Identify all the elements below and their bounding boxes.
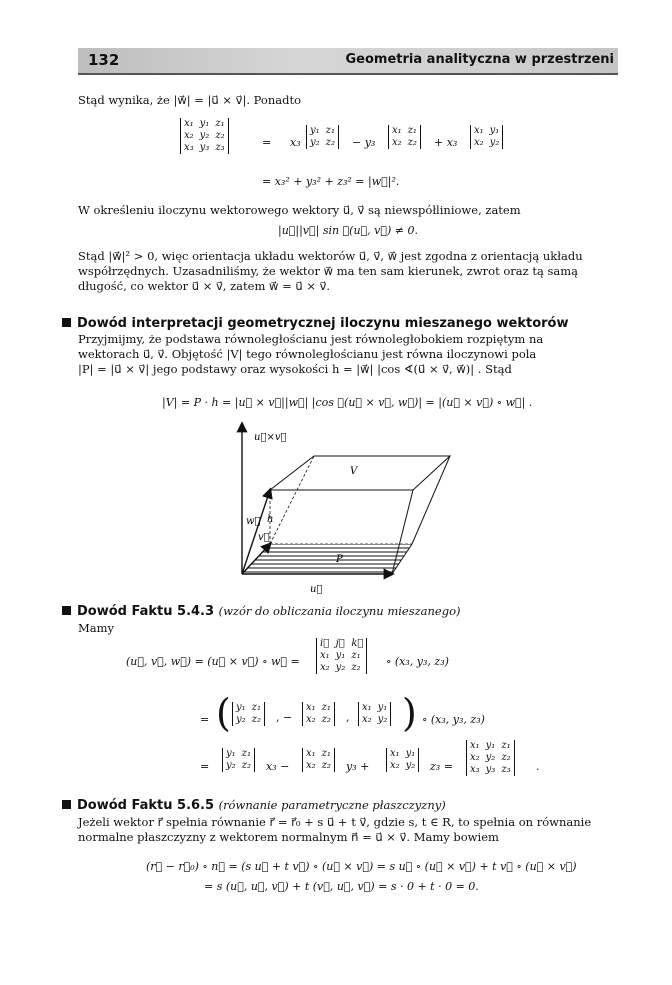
label-uxv: u⃗×v⃗	[254, 432, 287, 443]
section-heading: Dowód Faktu 5.4.3 (wzór do obliczania iloczynu mieszanego)	[62, 604, 461, 619]
label-v: v⃗	[258, 532, 270, 543]
equation-line: = s (u⃗, u⃗, v⃗) + t (v⃗, u⃗, v⃗) = s · 0 + t · 0 = 0.	[204, 880, 479, 893]
label-P: P	[336, 554, 343, 565]
label-h: h	[267, 514, 274, 525]
label-u: u⃗	[310, 584, 323, 595]
determinant-yz: y₁ z₁ y₂ z₂	[306, 125, 339, 149]
text-line: Stąd |w⃗|² > 0, więc orientacja układu wektorów u⃗, v⃗, w⃗ jest zgodna z orientacją układu	[78, 249, 583, 263]
top-face	[270, 456, 450, 490]
text-line: wektorach u⃗, v⃗. Objętość |V| tego równoległościanu jest równa iloczynowi pola	[78, 347, 537, 361]
y3-term: y₃ +	[346, 760, 370, 773]
text-line: |P| = |u⃗ × v⃗| jego podstawy oraz wysokości h = |w⃗| |cos ∢(u⃗ × v⃗, w⃗)| . Stąd	[78, 362, 512, 376]
page-number: 132	[88, 51, 120, 69]
det-table: x₁ y₁ z₁ x₂ y₂ z₂ x₃ y₃ z₃	[184, 118, 225, 153]
period: .	[536, 760, 540, 773]
edge	[392, 490, 413, 574]
determinant-3x3	[180, 118, 229, 154]
equals-sign: =	[200, 713, 210, 726]
equation-line: |V| = P · h = |u⃗ × v⃗||w⃗| |cos ∢(u⃗ × v⃗, w⃗)| = |(u⃗ × v⃗) ∘ w⃗| .	[162, 396, 533, 409]
equation-line: (r⃗ − r⃗₀) ∘ n⃗ = (s u⃗ + t v⃗) ∘ (u⃗ × v⃗) = s u⃗ ∘ (u⃗ × v⃗) + t v⃗ ∘ (u⃗ × v⃗)	[146, 860, 577, 873]
determinant-yz: y₁ z₁ y₂ z₂	[222, 748, 255, 772]
text-line: Jeżeli wektor r⃗ spełnia równanie r⃗ = r⃗₀ + s u⃗ + t v⃗, gdzie s, t ∈ R, to spełnia on równanie	[78, 815, 592, 829]
label-w: w⃗	[246, 516, 261, 527]
determinant-xz: x₁ z₁ x₂ z₂	[302, 702, 335, 726]
determinant-3x3: x₁ y₁ z₁ x₂ y₂ z₂ x₃ y₃ z₃	[466, 740, 515, 776]
plus-x3: + x₃	[434, 136, 458, 149]
z3-term: z₃ =	[430, 760, 453, 773]
equals-sign: =	[262, 136, 272, 149]
left-paren: (	[216, 691, 231, 735]
text-line: współrzędnych. Uzasadniliśmy, że wektor w⃗ ma ten sam kierunek, zwrot oraz tą samą	[78, 264, 579, 278]
equation-line: = x₃² + y₃² + z₃² = |w⃗|².	[262, 175, 400, 188]
bullet-square-icon	[62, 318, 71, 327]
parallelepiped-figure	[230, 418, 470, 598]
bullet-square-icon	[62, 800, 71, 809]
section-heading: Dowód Faktu 5.6.5 (równanie parametryczne płaszczyzny)	[62, 798, 446, 813]
equation-line: |u⃗||v⃗| sin ∢(u⃗, v⃗) ≠ 0.	[278, 224, 418, 237]
x3-factor: x₃	[290, 136, 301, 149]
x3-term: x₃ −	[266, 760, 290, 773]
text-line: długość, co wektor u⃗ × v⃗, zatem w⃗ = u⃗ × v⃗.	[78, 279, 331, 293]
equals-sign: =	[200, 760, 210, 773]
section-subtitle: (wzór do obliczania iloczynu mieszanego)	[218, 604, 461, 618]
base-area	[242, 544, 412, 574]
determinant-xz: x₁ z₁ x₂ z₂	[302, 748, 335, 772]
comma-minus: , −	[276, 711, 293, 724]
determinant-xy: x₁ y₁ x₂ y₂	[386, 748, 419, 772]
right-paren: )	[402, 691, 417, 735]
equation-line: ∘ (x₃, y₃, z₃)	[386, 655, 449, 668]
determinant-xz: x₁ z₁ x₂ z₂	[388, 125, 421, 149]
bullet-square-icon	[62, 606, 71, 615]
section-heading: Dowód interpretacji geometrycznej iloczynu mieszanego wektorów	[62, 316, 568, 331]
determinant-xy: x₁ y₁ x₂ y₂	[470, 125, 503, 149]
text-line: normalne płaszczyzny z wektorem normalnym n⃗ = u⃗ × v⃗. Mamy bowiem	[78, 830, 499, 844]
comma: ,	[346, 711, 350, 724]
text-line: Mamy	[78, 621, 115, 635]
equation-line: ∘ (x₃, y₃, z₃)	[422, 713, 485, 726]
equation-line: (u⃗, v⃗, w⃗) = (u⃗ × v⃗) ∘ w⃗ =	[126, 655, 300, 668]
text-line: Stąd wynika, że |w⃗| = |u⃗ × v⃗|. Ponadto	[78, 93, 302, 107]
minus-y3: − y₃	[352, 136, 376, 149]
determinant-yz: y₁ z₁ y₂ z₂	[232, 702, 265, 726]
edge	[412, 456, 450, 544]
page-header	[78, 48, 618, 75]
section-subtitle: (równanie parametryczne płaszczyzny)	[218, 798, 446, 812]
edge-hidden	[270, 456, 314, 544]
running-head: Geometria analityczna w przestrzeni	[345, 52, 614, 67]
text-line: W określeniu iloczynu wektorowego wektory u⃗, v⃗ są niewspółliniowe, zatem	[78, 203, 521, 217]
label-V: V	[350, 466, 358, 477]
determinant-ijk: i⃗ j⃗ k⃗ x₁ y₁ z₁ x₂ y₂ z₂	[316, 638, 367, 674]
determinant-xy: x₁ y₁ x₂ y₂	[358, 702, 391, 726]
text-line: Przyjmijmy, że podstawa równoległościanu jest równoległobokiem rozpiętym na	[78, 332, 544, 346]
